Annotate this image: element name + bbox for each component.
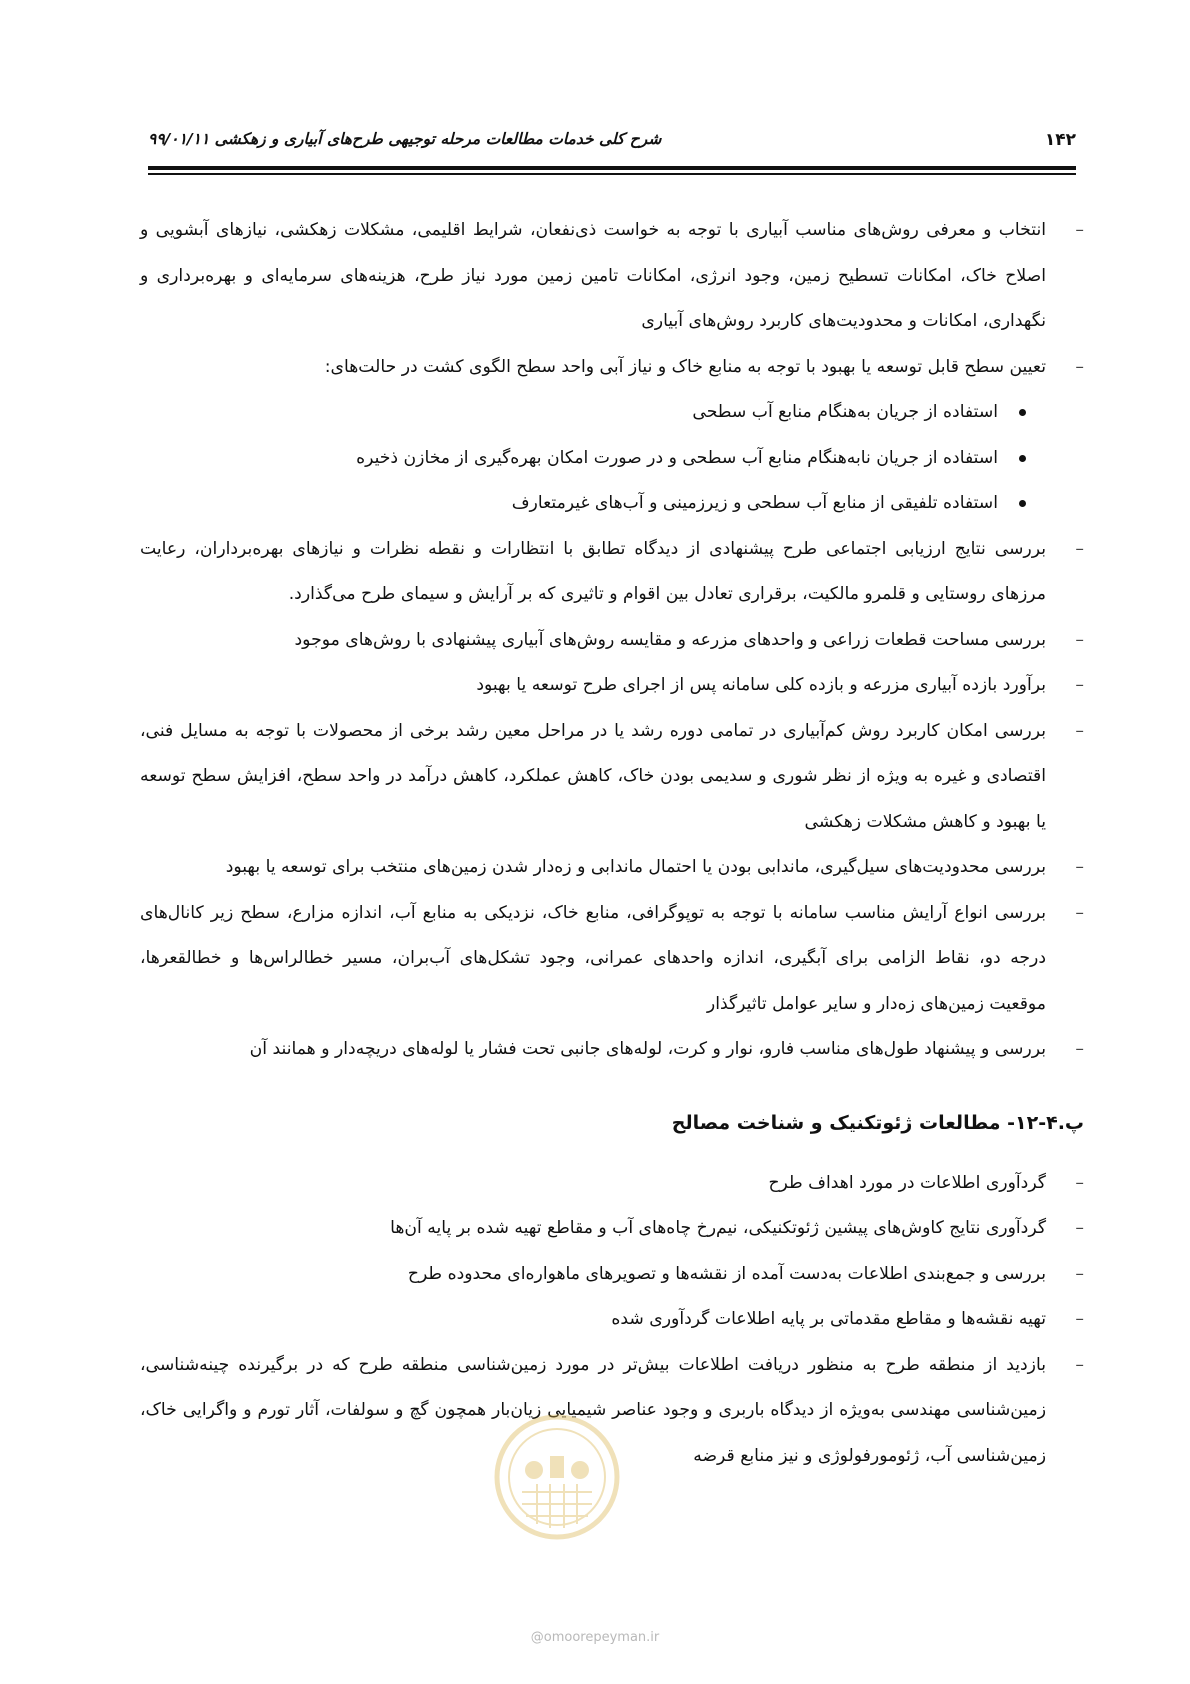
dash-marker: – xyxy=(1075,1354,1084,1375)
list-item xyxy=(140,709,1084,846)
dash-marker: – xyxy=(1075,675,1084,695)
list-item xyxy=(140,845,1084,891)
dash-marker: – xyxy=(1075,902,1084,923)
bullet-dot-icon xyxy=(1019,409,1026,416)
list-item xyxy=(140,208,1084,345)
list-item-text: انتخاب و معرفی روش‌های مناسب آبیاری با توجه به خواست ذی‌نفعان، شرایط اقلیمی، مشکلات زهکشی، نیازهای آبشویی و اصلاح خاک، امکانات تسطیح زمین، وجود انرژی، امکانات تامین زمین مورد نیاز طرح، هزینه‌های سرمایه‌ای و بهره‌برداری و نگهداری، امکانات و محدودیت‌های کاربرد روش‌های آبیاری xyxy=(140,220,1046,331)
list-item-text: برآورد بازده آبیاری مزرعه و بازده کلی سامانه پس از اجرای طرح توسعه یا بهبود xyxy=(476,675,1046,695)
list-item xyxy=(140,1297,1084,1343)
list-item-text: گردآوری نتایج کاوش‌های پیشین ژئوتکنیکی، نیم‌رخ چاه‌های آب و مقاطع تهیه شده بر پایه آن‌ها xyxy=(390,1218,1046,1238)
running-title: شرح کلی خدمات مطالعات مرحله توجیهی طرح‌های آبیاری و زهکشی ۹۹/۰۱/۱۱ xyxy=(148,130,662,148)
list-item-text: تهیه نقشه‌ها و مقاطع مقدماتی بر پایه اطلاعات گردآوری شده xyxy=(611,1309,1046,1329)
bullet-item xyxy=(140,436,1084,482)
list-item-text: بررسی و پیشنهاد طول‌های مناسب فارو، نوار و کرت، لوله‌های جانبی تحت فشار یا لوله‌های دریچه‌دار و همانند آن xyxy=(249,1039,1046,1059)
dash-marker: – xyxy=(1075,1309,1084,1329)
list-item-text: بررسی محدودیت‌های سیل‌گیری، ماندابی بودن یا احتمال ماندابی و زه‌دار شدن زمین‌های منتخب برای توسعه یا بهبود xyxy=(225,857,1046,877)
dash-marker: – xyxy=(1075,629,1084,650)
list-item xyxy=(140,527,1084,618)
page-number: ۱۴۲ xyxy=(1044,130,1076,150)
dash-marker: – xyxy=(1075,1172,1084,1193)
bullet-dot-icon xyxy=(1019,455,1026,462)
list-item-text: بررسی و جمع‌بندی اطلاعات به‌دست آمده از نقشه‌ها و تصویرهای ماهواره‌ای محدوده طرح xyxy=(407,1263,1046,1284)
bullet-text: استفاده تلفیقی از منابع آب سطحی و زیرزمینی و آب‌های غیرمتعارف xyxy=(511,493,998,513)
dash-marker: – xyxy=(1075,538,1084,559)
list-item xyxy=(140,618,1084,664)
list-item-text: بررسی نتایج ارزیابی اجتماعی طرح پیشنهادی از دیدگاه تطابق با انتظارات و نقطه نظرات و نیازهای بهره‌برداران، رعایت مرزهای روستایی و قلمرو مالکیت، برقراری تعادل بین اقوام و تاثیری که بر آرایش و سیمای طرح می‌گذارد. xyxy=(140,538,1046,604)
dash-marker: – xyxy=(1075,857,1084,877)
list-item-text: تعیین سطح قابل توسعه یا بهبود با توجه به منابع خاک و نیاز آبی واحد سطح الگوی کشت در حالت‌های: xyxy=(324,356,1046,377)
bullet-dot-icon xyxy=(1019,500,1026,507)
dash-marker: – xyxy=(1075,220,1084,240)
list-item-text: بازدید از منطقه طرح به منظور دریافت اطلاعات بیش‌تر در مورد زمین‌شناسی منطقه طرح که در برگیرنده چینه‌شناسی، زمین‌شناسی مهندسی به‌ویژه از دیدگاه باربری و وجود عناصر شیمیایی زیان‌بار همچون گچ و سولفات، آثار تورم و واگرایی خاک، زمین‌شناسی آب، ژئومورفولوژی و نیز منابع قرضه xyxy=(140,1354,1046,1466)
header-rule-thick xyxy=(148,166,1076,170)
list-item-text: بررسی انواع آرایش مناسب سامانه با توجه به توپوگرافی، منابع خاک، نزدیکی به منابع آب، اندازه مزارع، سطح زیر کانال‌های درجه دو، نقاط الزامی برای آبگیری، اندازه واحدهای عمرانی، وجود تشکل‌های آب‌بران، مسیر خطالراس‌ها و خطالقعرها، موقعیت زمین‌های زه‌دار و سایر عوامل تاثیرگذار xyxy=(140,902,1046,1014)
list-item xyxy=(140,891,1084,1028)
dash-marker: – xyxy=(1075,1218,1084,1238)
list-item xyxy=(140,1252,1084,1298)
dash-marker: – xyxy=(1075,356,1084,377)
dash-marker: – xyxy=(1075,1039,1084,1059)
list-item xyxy=(140,663,1084,709)
main-content xyxy=(140,208,1084,1479)
dash-marker: – xyxy=(1075,1263,1084,1284)
header-rule-thin xyxy=(148,173,1076,175)
dash-marker: – xyxy=(1075,720,1084,741)
seal-watermark-icon xyxy=(492,1412,622,1542)
bullet-item xyxy=(140,390,1084,436)
footer-url: @omoorepeyman.ir xyxy=(530,1630,660,1645)
list-item xyxy=(140,1161,1084,1207)
list-item-text: گردآوری اطلاعات در مورد اهداف طرح xyxy=(768,1172,1046,1193)
list-item-text: بررسی امکان کاربرد روش کم‌آبیاری در تمامی دوره رشد یا در مراحل معین رشد برخی از محصولات با توجه به مسایل فنی، اقتصادی و غیره به ویژه از نظر شوری و سدیمی بودن خاک، کاهش عملکرد، کاهش درآمد در واحد سطح، افزایش سطح توسعه یا بهبود و کاهش مشکلات زهکشی xyxy=(140,720,1046,832)
bullet-text: استفاده از جریان نابه‌هنگام منابع آب سطحی و در صورت امکان بهره‌گیری از مخازن ذخیره xyxy=(356,447,998,468)
list-item xyxy=(140,1206,1084,1252)
list-item-text: بررسی مساحت قطعات زراعی و واحدهای مزرعه و مقایسه روش‌های آبیاری پیشنهادی با روش‌های موجود xyxy=(294,629,1046,650)
section-heading: پ.۴-۱۲- مطالعات ژئوتکنیک و شناخت مصالح xyxy=(671,1111,1084,1134)
list-item xyxy=(140,345,1084,391)
page-header xyxy=(148,122,1076,162)
bullet-text: استفاده از جریان به‌هنگام منابع آب سطحی xyxy=(692,402,998,422)
bullet-item xyxy=(140,481,1084,527)
list-item xyxy=(140,1027,1084,1073)
